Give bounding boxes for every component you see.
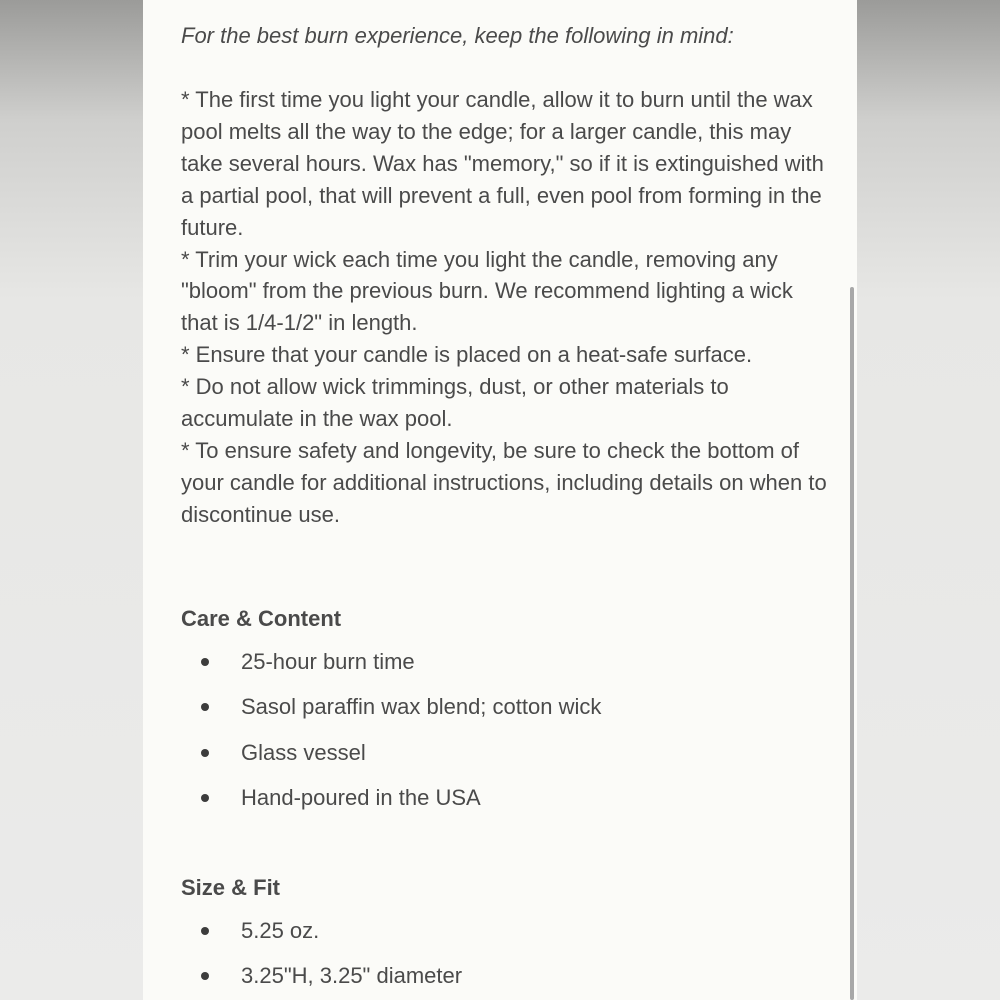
burn-tips	[181, 84, 831, 531]
size-fit-list	[181, 917, 831, 1000]
list-item	[181, 962, 831, 1000]
burn-tip: * To ensure safety and longevity, be sure to check the bottom of your candle for additional instructions, including details on when to discontinue use.	[181, 437, 827, 527]
list-item	[181, 917, 831, 963]
size-fit-heading: Size & Fit	[181, 874, 281, 900]
list-item-text: Sasol paraffin wax blend; cotton wick	[241, 694, 602, 720]
burn-intro-text: For the best burn experience, keep the following in mind:	[181, 23, 734, 48]
list-item-text: 3.25"H, 3.25" diameter	[241, 963, 463, 989]
product-details-content	[181, 20, 831, 1000]
background-right	[857, 0, 1000, 1000]
burn-tip: * The first time you light your candle, allow it to burn until the wax pool melts all the way to the edge; for a larger candle, this may take several hours. Wax has "memory," so if it is extinguished with a partial pool, that will prevent a full, even pool from forming in the future.	[181, 87, 824, 240]
burn-tip: * Ensure that your candle is placed on a heat-safe surface.	[181, 342, 753, 368]
care-content-list	[181, 648, 831, 830]
bullet-icon	[201, 658, 209, 666]
list-item-text: 5.25 oz.	[241, 917, 320, 943]
bullet-icon	[201, 749, 209, 757]
background-left	[0, 0, 143, 1000]
bullet-icon	[201, 794, 209, 802]
burn-tip: * Do not allow wick trimmings, dust, or other materials to accumulate in the wax pool.	[181, 374, 729, 432]
product-details-panel[interactable]	[143, 0, 857, 1000]
list-item	[181, 784, 831, 830]
list-item-text: 25-hour burn time	[241, 648, 415, 674]
burn-tip: * Trim your wick each time you light the candle, removing any "bloom" from the previous burn. We recommend lighting a wick that is 1/4-1/2" in length.	[181, 246, 793, 336]
bullet-icon	[201, 972, 209, 980]
list-item	[181, 739, 831, 785]
list-item	[181, 648, 831, 694]
vertical-scrollbar[interactable]	[850, 287, 854, 1000]
list-item-text: Glass vessel	[241, 739, 366, 765]
bullet-icon	[201, 927, 209, 935]
list-item	[181, 693, 831, 739]
list-item-text: Hand-poured in the USA	[241, 785, 481, 811]
care-content-heading: Care & Content	[181, 605, 342, 631]
bullet-icon	[201, 703, 209, 711]
